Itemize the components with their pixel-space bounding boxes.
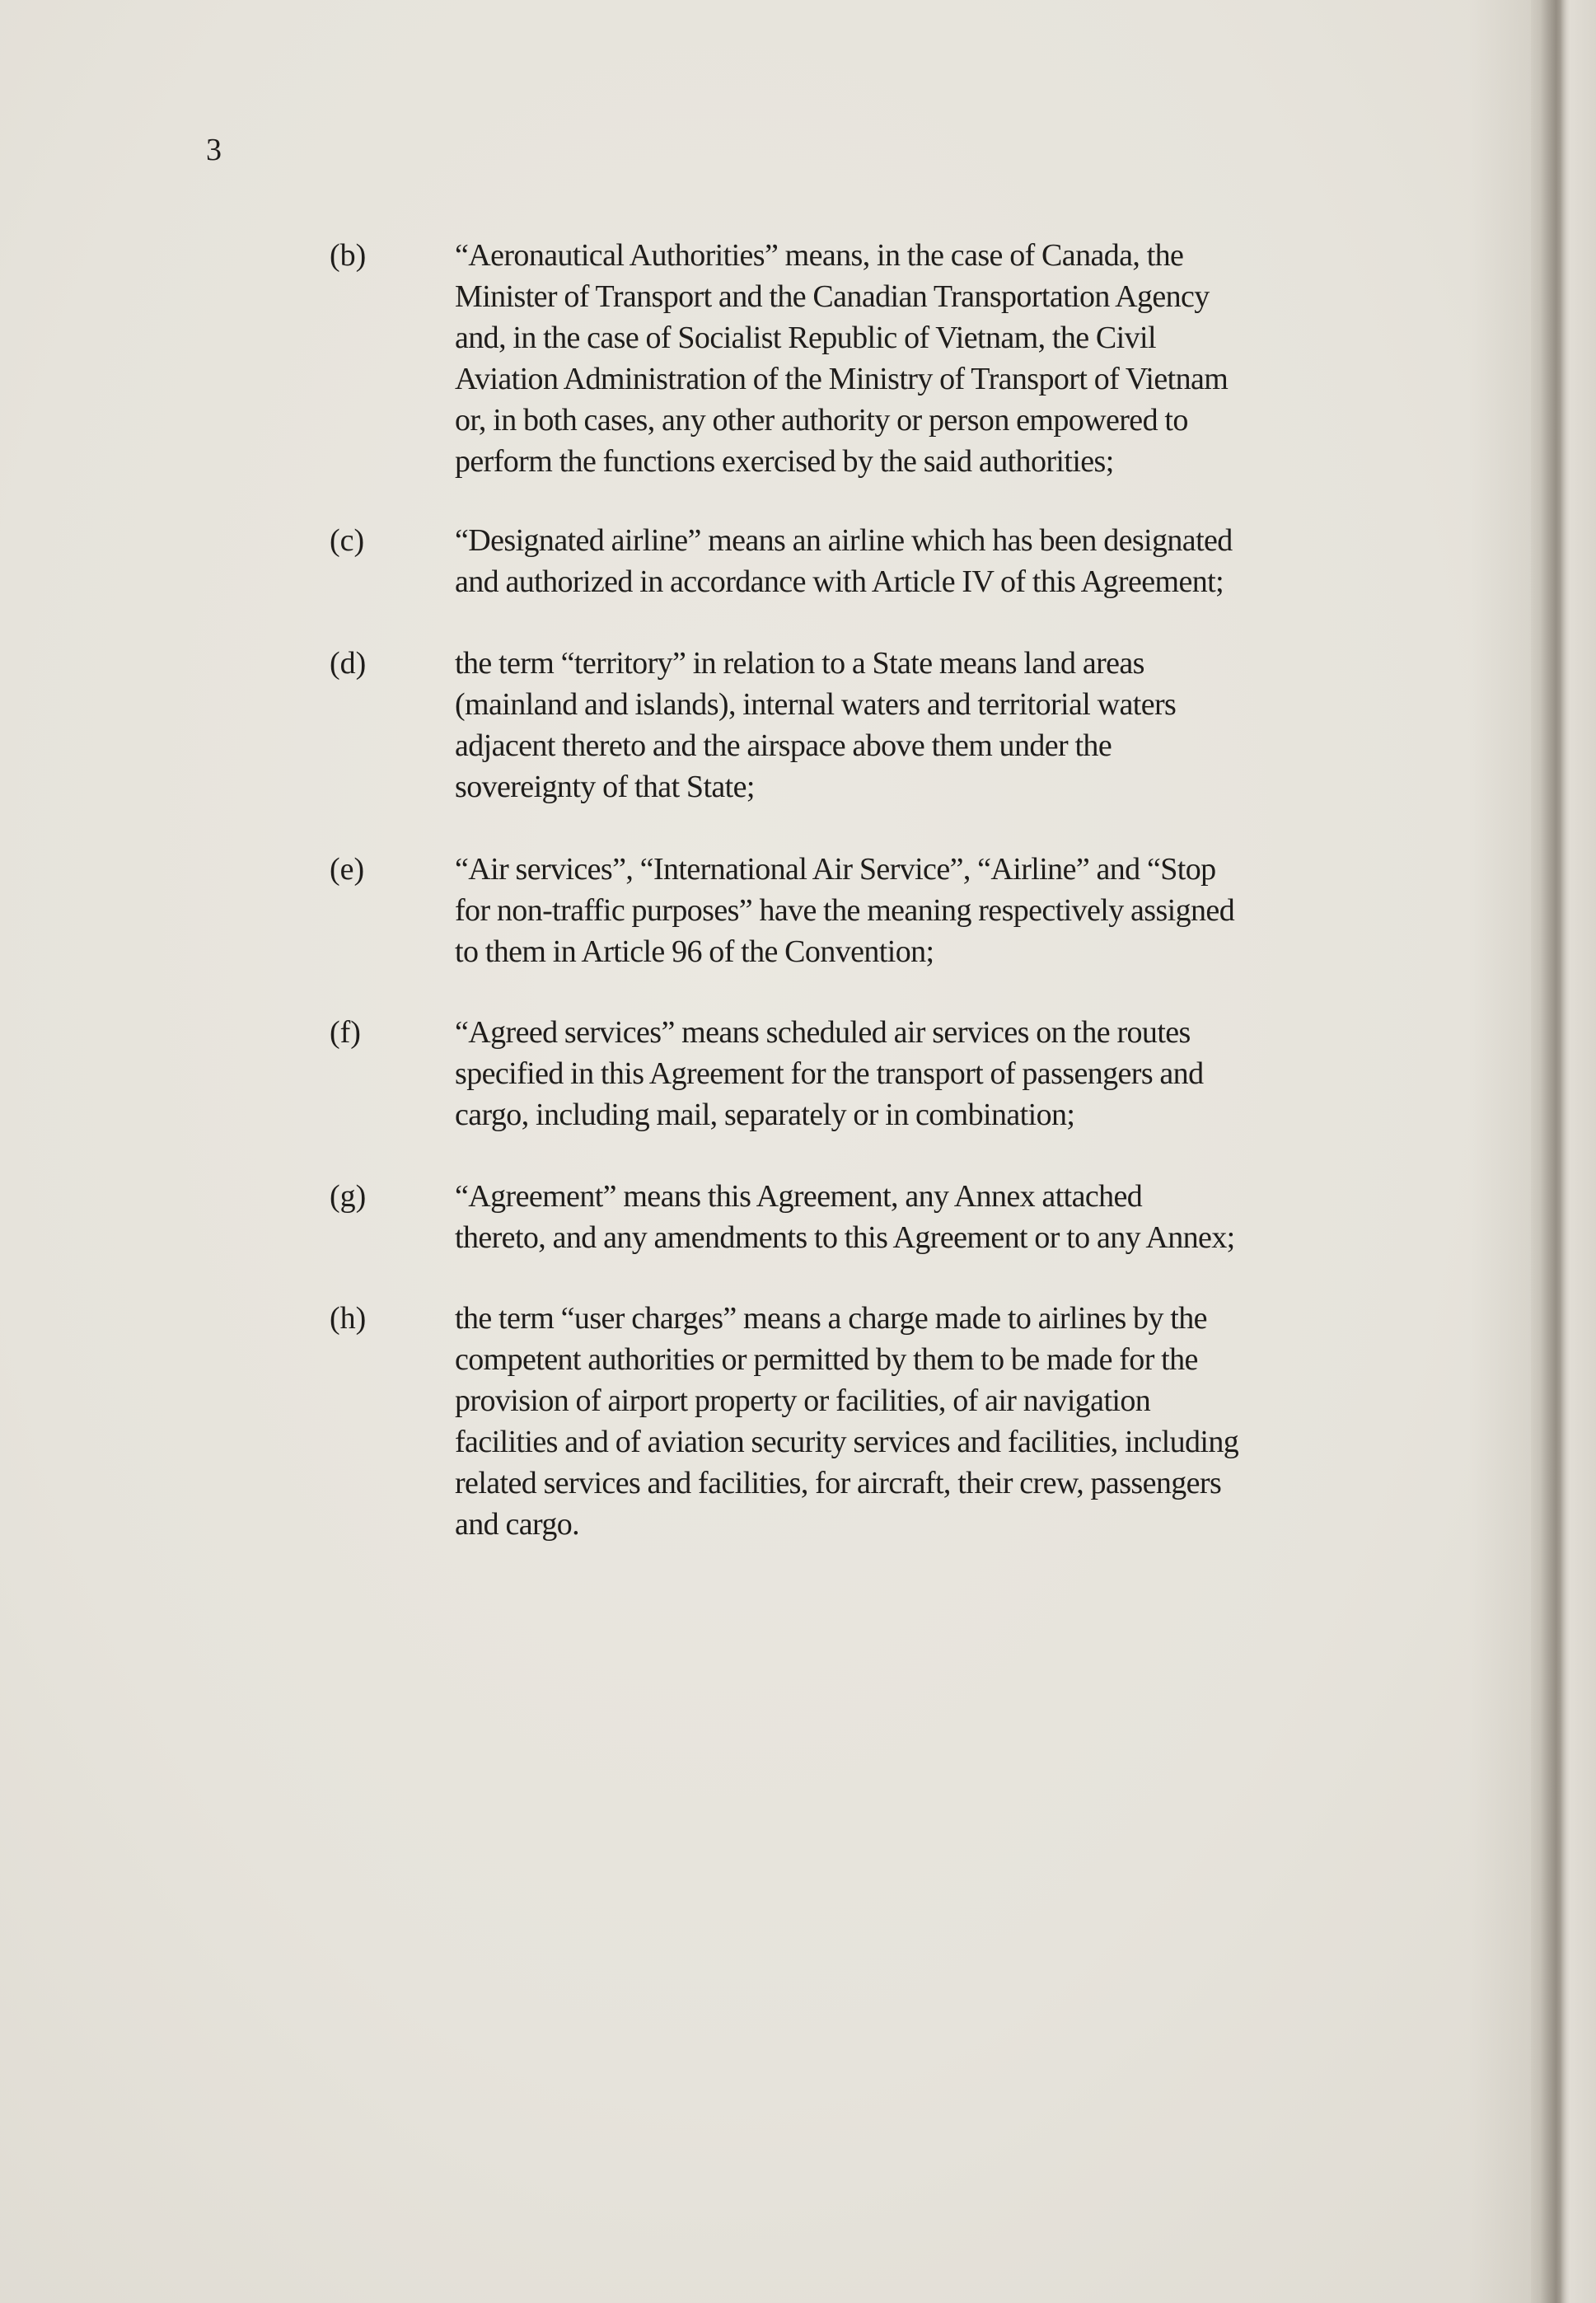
item-text-line: and, in the case of Socialist Republic of Vietnam, the Civil	[455, 321, 1156, 355]
item-label: (c)	[330, 523, 365, 558]
item-text	[455, 1176, 1345, 1258]
item-label: (d)	[330, 646, 367, 681]
item-text	[455, 520, 1345, 602]
item-text-line: the term “territory” in relation to a State means land areas	[455, 646, 1144, 681]
item-text-line: “Air services”, “International Air Service”, “Airline” and “Stop	[455, 852, 1216, 887]
item-text-line: sovereignty of that State;	[455, 770, 755, 804]
item-label: (f)	[330, 1015, 361, 1050]
item-text-line: the term “user charges” means a charge made to airlines by the	[455, 1301, 1207, 1336]
item-text-line: adjacent thereto and the airspace above them under the	[455, 728, 1112, 763]
item-text-line: cargo, including mail, separately or in combination;	[455, 1098, 1075, 1132]
item-text-line: or, in both cases, any other authority or person empowered to	[455, 403, 1188, 438]
item-text-line: related services and facilities, for aircraft, their crew, passengers	[455, 1466, 1222, 1500]
item-text	[455, 1298, 1345, 1545]
item-text-line: Aviation Administration of the Ministry of Transport of Vietnam	[455, 362, 1229, 396]
item-text-line: competent authorities or permitted by them to be made for the	[455, 1342, 1198, 1377]
item-text-line: provision of airport property or facilities, of air navigation	[455, 1383, 1151, 1418]
item-text-line: to them in Article 96 of the Convention;	[455, 934, 934, 969]
item-text-line: thereto, and any amendments to this Agreement or to any Annex;	[455, 1220, 1235, 1255]
item-text-line: “Designated airline” means an airline which has been designated	[455, 523, 1233, 558]
item-text-line: specified in this Agreement for the transport of passengers and	[455, 1056, 1204, 1091]
item-text	[455, 235, 1345, 482]
item-text-line: “Agreement” means this Agreement, any Annex attached	[455, 1179, 1143, 1214]
item-text-line: facilities and of aviation security services and facilities, including	[455, 1425, 1239, 1459]
item-label: (b)	[330, 238, 367, 273]
item-label: (e)	[330, 852, 365, 887]
item-label: (g)	[330, 1179, 367, 1214]
item-text-line: perform the functions exercised by the said authorities;	[455, 444, 1114, 479]
item-text	[455, 1012, 1345, 1135]
item-text-line: “Aeronautical Authorities” means, in the case of Canada, the	[455, 238, 1184, 273]
item-text-line: Minister of Transport and the Canadian Transportation Agency	[455, 279, 1210, 314]
item-label: (h)	[330, 1301, 367, 1336]
item-text-line: and cargo.	[455, 1507, 580, 1542]
item-text-line: for non-traffic purposes” have the meaning respectively assigned	[455, 893, 1235, 928]
item-text-line: (mainland and islands), internal waters and territorial waters	[455, 687, 1177, 722]
page-number: 3	[206, 133, 222, 167]
item-text-line: “Agreed services” means scheduled air services on the routes	[455, 1015, 1191, 1050]
item-text	[455, 849, 1345, 972]
page-edge-shadow	[1531, 0, 1596, 2303]
item-text-line: and authorized in accordance with Article IV of this Agreement;	[455, 564, 1224, 599]
item-text	[455, 643, 1345, 807]
